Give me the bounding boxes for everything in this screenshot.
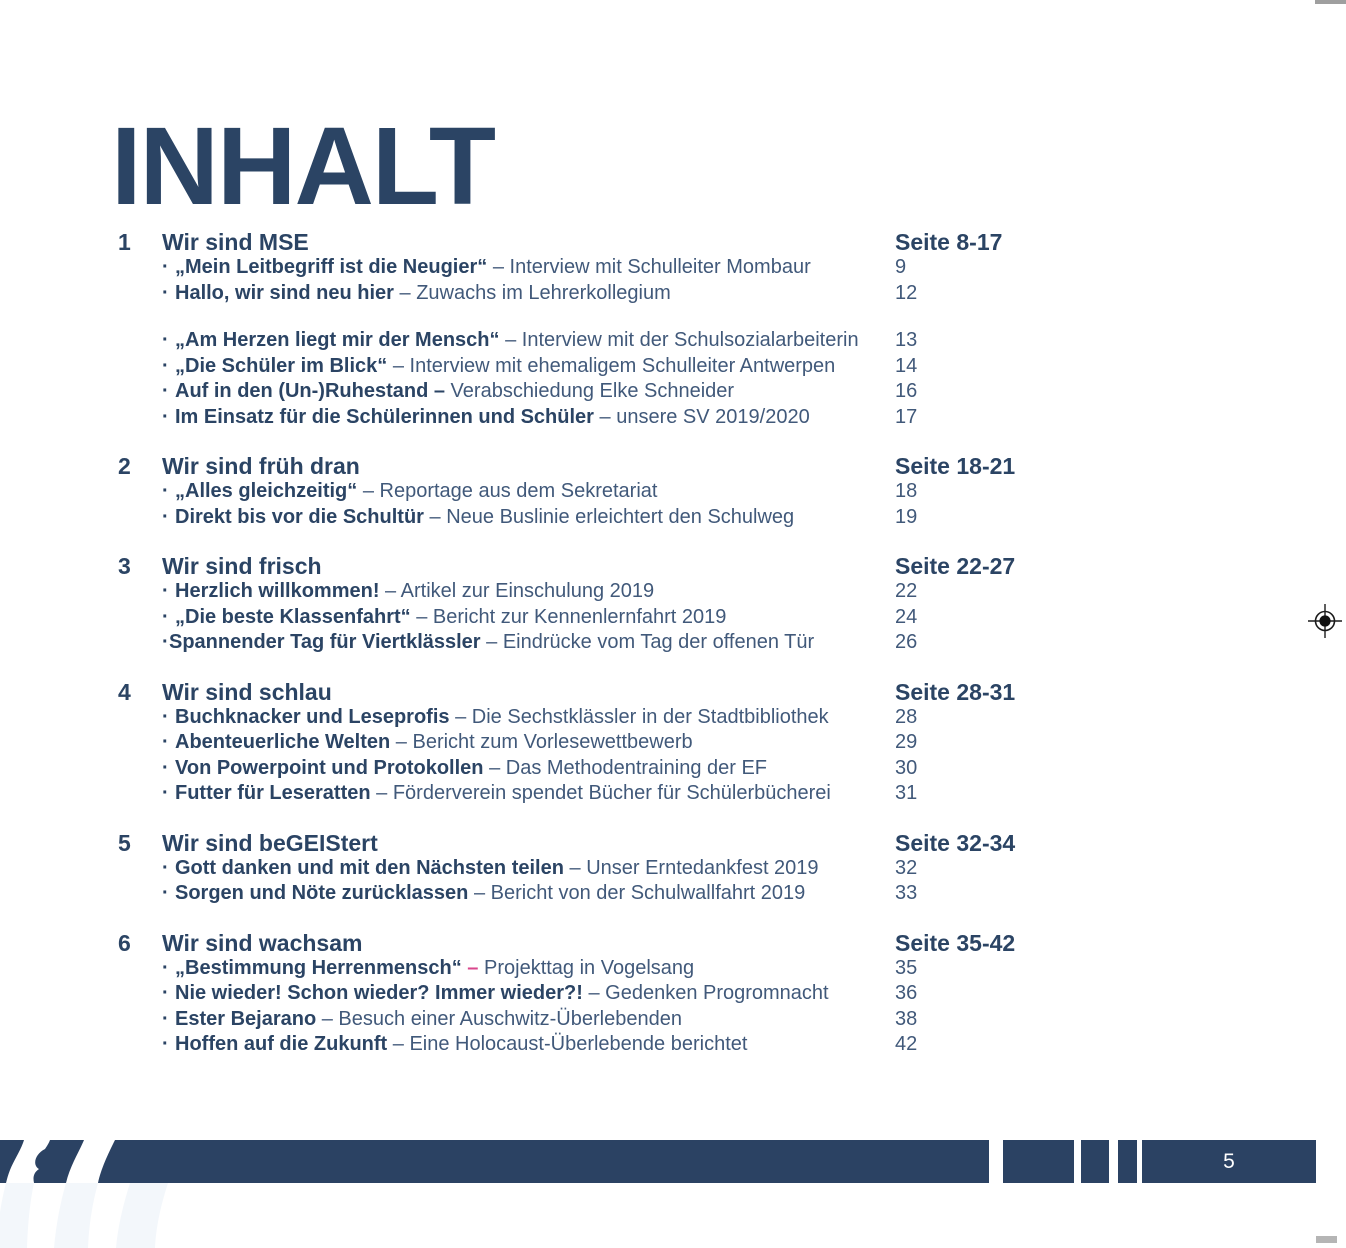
section-heading: [118, 229, 1040, 255]
entry-description: Interview mit ehemaligem Schulleiter Antwerpen: [409, 354, 836, 377]
entry-bullet-icon: ·: [162, 505, 169, 528]
entry-title: Abenteuerliche Welten: [175, 731, 391, 753]
entry-description: Bericht zum Vorlesewettbewerb: [412, 731, 693, 753]
entry-bullet-icon: ·: [162, 580, 169, 602]
entry-bullet-icon: ·: [162, 982, 169, 1004]
entry-text: [162, 255, 895, 281]
entry-separator: –: [379, 580, 401, 602]
toc-entry: [118, 354, 1040, 380]
toc-entry: [118, 756, 1040, 782]
entry-separator: –: [387, 354, 410, 377]
entry-title: Von Powerpoint und Protokollen: [175, 756, 484, 779]
entry-title: Gott danken und mit den Nächsten teilen: [175, 856, 564, 879]
entry-bullet-icon: ·: [162, 631, 169, 653]
toc-entry: [118, 956, 1040, 982]
entry-description: Interview mit Schulleiter Mombaur: [509, 256, 811, 278]
footer-block-3: [1118, 1140, 1137, 1183]
entry-title: Sorgen und Nöte zurücklassen: [175, 882, 469, 904]
entry-text: [162, 379, 895, 405]
section-pages: Seite 28-31: [895, 678, 1016, 705]
section-heading: [118, 930, 1040, 956]
entry-title: „Mein Leitbegriff ist die Neugier“: [175, 256, 488, 278]
entry-bullet-icon: ·: [162, 782, 169, 804]
entry-bullet-icon: ·: [162, 380, 169, 402]
entry-description: Projekttag in Vogelsang: [484, 956, 695, 979]
table-of-contents: [118, 229, 1040, 1058]
entries-gap: [118, 306, 1040, 328]
entry-text: [162, 630, 895, 656]
entry-bullet-icon: ·: [162, 705, 169, 728]
entry-title: Spannender Tag für Viertklässler: [169, 631, 481, 653]
entry-page-number: 24: [895, 605, 918, 628]
toc-entry: [118, 605, 1040, 631]
entry-page-number: 36: [895, 982, 918, 1004]
section-title: Wir sind frisch: [162, 553, 322, 579]
entry-text: [162, 354, 895, 380]
section-number: 2: [118, 453, 131, 479]
section-number: 6: [118, 929, 131, 956]
section-title: Wir sind schlau: [162, 678, 332, 705]
section-title: Wir sind beGEIStert: [162, 829, 378, 856]
entry-bullet-icon: ·: [162, 756, 169, 779]
entry-page-number: 32: [895, 856, 918, 879]
entry-text: [162, 405, 895, 431]
entry-separator: –: [357, 480, 380, 502]
entry-description: Artikel zur Einschulung 2019: [400, 580, 655, 602]
entry-title: Futter für Leseratten: [175, 782, 371, 804]
entry-separator: –: [316, 1007, 339, 1030]
entry-title: „Am Herzen liegt mir der Mensch“: [175, 329, 500, 351]
entry-page-number: 13: [895, 329, 918, 351]
entry-bullet-icon: ·: [162, 1033, 169, 1055]
toc-entry: [118, 705, 1040, 731]
entry-bullet-icon: ·: [162, 480, 169, 502]
entry-text: [162, 328, 895, 354]
entry-page-number: 28: [895, 705, 918, 728]
entry-page-number: 33: [895, 882, 918, 904]
toc-entry: [118, 479, 1040, 505]
section-number: 5: [118, 829, 131, 856]
section-pages: Seite 8-17: [895, 229, 1003, 255]
entry-title: Nie wieder! Schon wieder? Immer wieder?!: [175, 982, 583, 1004]
entry-description: Bericht zur Kennenlernfahrt 2019: [432, 605, 727, 628]
registration-mark-icon: [1307, 603, 1343, 639]
toc-entry: [118, 881, 1040, 907]
entry-description: Das Methodentraining der EF: [505, 756, 768, 779]
entry-separator: –: [423, 505, 447, 528]
entry-separator: –: [461, 956, 484, 979]
entry-title: „Die beste Klassenfahrt“: [175, 605, 411, 628]
entry-separator: –: [487, 256, 510, 278]
toc-entry: [118, 379, 1040, 405]
entry-page-number: 26: [895, 631, 918, 653]
section-heading: [118, 830, 1040, 856]
entry-bullet-icon: ·: [162, 605, 169, 628]
entry-separator: –: [483, 756, 506, 779]
entry-bullet-icon: ·: [162, 882, 169, 904]
entry-separator: –: [449, 705, 472, 728]
entry-text: [162, 579, 895, 605]
entry-separator: –: [468, 882, 491, 904]
entry-separator: –: [563, 856, 587, 879]
entry-description: Eine Holocaust-Überlebende berichtet: [409, 1033, 748, 1055]
entry-description: Unser Erntedankfest 2019: [586, 856, 819, 879]
entry-title: Auf in den (Un-)Ruhestand –: [175, 380, 445, 402]
entry-title: Herzlich willkommen!: [175, 580, 380, 602]
entry-separator: –: [387, 1033, 410, 1055]
entry-page-number: 35: [895, 956, 918, 979]
section-number: 3: [118, 553, 131, 579]
entry-page-number: 9: [895, 256, 907, 278]
toc-entry: [118, 579, 1040, 605]
entry-page-number: 19: [895, 505, 918, 528]
entry-text: [162, 705, 895, 731]
entry-page-number: 29: [895, 731, 918, 753]
entry-text: [162, 756, 895, 782]
toc-entry: [118, 730, 1040, 756]
section-pages: Seite 22-27: [895, 553, 1016, 579]
entry-text: [162, 956, 895, 982]
entry-description: Verabschiedung Elke Schneider: [450, 380, 735, 402]
entry-separator: –: [393, 281, 417, 304]
entry-title: Hoffen auf die Zukunft: [175, 1033, 388, 1055]
section-heading: [118, 679, 1040, 705]
entry-text: [162, 1032, 895, 1058]
entry-separator: –: [582, 982, 606, 1004]
entry-description: Besuch einer Auschwitz-Überlebenden: [338, 1007, 682, 1030]
scrollbar-fragment-top[interactable]: [1315, 0, 1346, 4]
entry-bullet-icon: ·: [162, 329, 169, 351]
entry-text: [162, 505, 895, 531]
entry-page-number: 17: [895, 405, 918, 428]
section-number: 4: [118, 678, 131, 705]
footer-block-2: [1081, 1140, 1109, 1183]
toc-entry: [118, 781, 1040, 807]
section-heading: [118, 453, 1040, 479]
toc-entry: [118, 255, 1040, 281]
entry-bullet-icon: ·: [162, 405, 169, 428]
section-number: 1: [118, 229, 131, 255]
toc-entry: [118, 856, 1040, 882]
toc-entry: [118, 1032, 1040, 1058]
entry-separator: –: [480, 631, 503, 653]
toc-entry: [118, 405, 1040, 431]
entry-page-number: 18: [895, 480, 918, 502]
section-title: Wir sind MSE: [162, 229, 309, 255]
entry-title: Im Einsatz für die Schülerinnen und Schüler: [175, 405, 594, 428]
entry-page-number: 30: [895, 756, 918, 779]
entry-text: [162, 881, 895, 907]
entry-page-number: 38: [895, 1007, 918, 1030]
entry-description: Zuwachs im Lehrerkollegium: [416, 281, 671, 304]
entry-bullet-icon: ·: [162, 1007, 169, 1030]
entry-description: Die Sechstklässler in der Stadtbibliothek: [471, 705, 829, 728]
entry-description: Reportage aus dem Sekretariat: [379, 480, 658, 502]
section-title: Wir sind früh dran: [162, 453, 360, 479]
entry-separator: –: [410, 605, 433, 628]
footer-block-page: [1142, 1140, 1316, 1183]
entry-title: Ester Bejarano: [175, 1007, 317, 1030]
entry-page-number: 22: [895, 580, 918, 602]
toc-entry: [118, 328, 1040, 354]
entry-description: Interview mit der Schulsozialarbeiterin: [521, 329, 859, 351]
section-title: Wir sind wachsam: [162, 929, 363, 956]
entry-bullet-icon: ·: [162, 354, 169, 377]
entry-description: unsere SV 2019/2020: [616, 405, 810, 428]
entry-page-number: 12: [895, 281, 918, 304]
entry-description: Gedenken Progromnacht: [605, 982, 829, 1004]
scrollbar-fragment-bottom[interactable]: [1316, 1236, 1337, 1243]
entry-title: „Bestimmung Herrenmensch“: [175, 956, 462, 979]
entry-page-number: 14: [895, 354, 918, 377]
entry-page-number: 16: [895, 380, 918, 402]
entry-text: [162, 605, 895, 631]
entry-description: Eindrücke vom Tag der offenen Tür: [502, 631, 815, 653]
entry-text: [162, 281, 895, 307]
toc-entry: [118, 1007, 1040, 1033]
entry-title: Direkt bis vor die Schultür: [175, 505, 424, 528]
entry-title: Buchknacker und Leseprofis: [175, 705, 450, 728]
entry-description: Neue Buslinie erleichtert den Schulweg: [446, 505, 795, 528]
entry-bullet-icon: ·: [162, 731, 169, 753]
toc-entry: [118, 630, 1040, 656]
entry-bullet-icon: ·: [162, 256, 169, 278]
entry-bullet-icon: ·: [162, 956, 169, 979]
footer-page-number: 5: [1223, 1150, 1235, 1173]
entry-description: Förderverein spendet Bücher für Schülerbücherei: [392, 782, 831, 804]
entry-bullet-icon: ·: [162, 856, 169, 879]
entry-separator: –: [499, 329, 522, 351]
entry-title: „Die Schüler im Blick“: [175, 354, 388, 377]
entry-text: [162, 479, 895, 505]
toc-entry: [118, 281, 1040, 307]
section-pages: Seite 35-42: [895, 929, 1016, 956]
entry-text: [162, 781, 895, 807]
entry-separator: –: [370, 782, 393, 804]
entry-text: [162, 1007, 895, 1033]
entry-separator: –: [593, 405, 617, 428]
entry-title: „Alles gleichzeitig“: [175, 480, 358, 502]
section-pages: Seite 32-34: [895, 829, 1016, 856]
page-title: INHALT: [111, 105, 495, 228]
entry-title: Hallo, wir sind neu hier: [175, 281, 394, 304]
entry-description: Bericht von der Schulwallfahrt 2019: [490, 882, 806, 904]
toc-entry: [118, 981, 1040, 1007]
entry-text: [162, 730, 895, 756]
footer-bar-main: [0, 1140, 989, 1183]
entry-separator: –: [390, 731, 413, 753]
footer-block-1: [1003, 1140, 1074, 1183]
entry-text: [162, 856, 895, 882]
entry-page-number: 31: [895, 782, 918, 804]
section-heading: [118, 553, 1040, 579]
entry-text: [162, 981, 895, 1007]
entry-bullet-icon: ·: [162, 281, 169, 304]
entry-page-number: 42: [895, 1033, 918, 1055]
toc-entry: [118, 505, 1040, 531]
section-pages: Seite 18-21: [895, 453, 1016, 479]
